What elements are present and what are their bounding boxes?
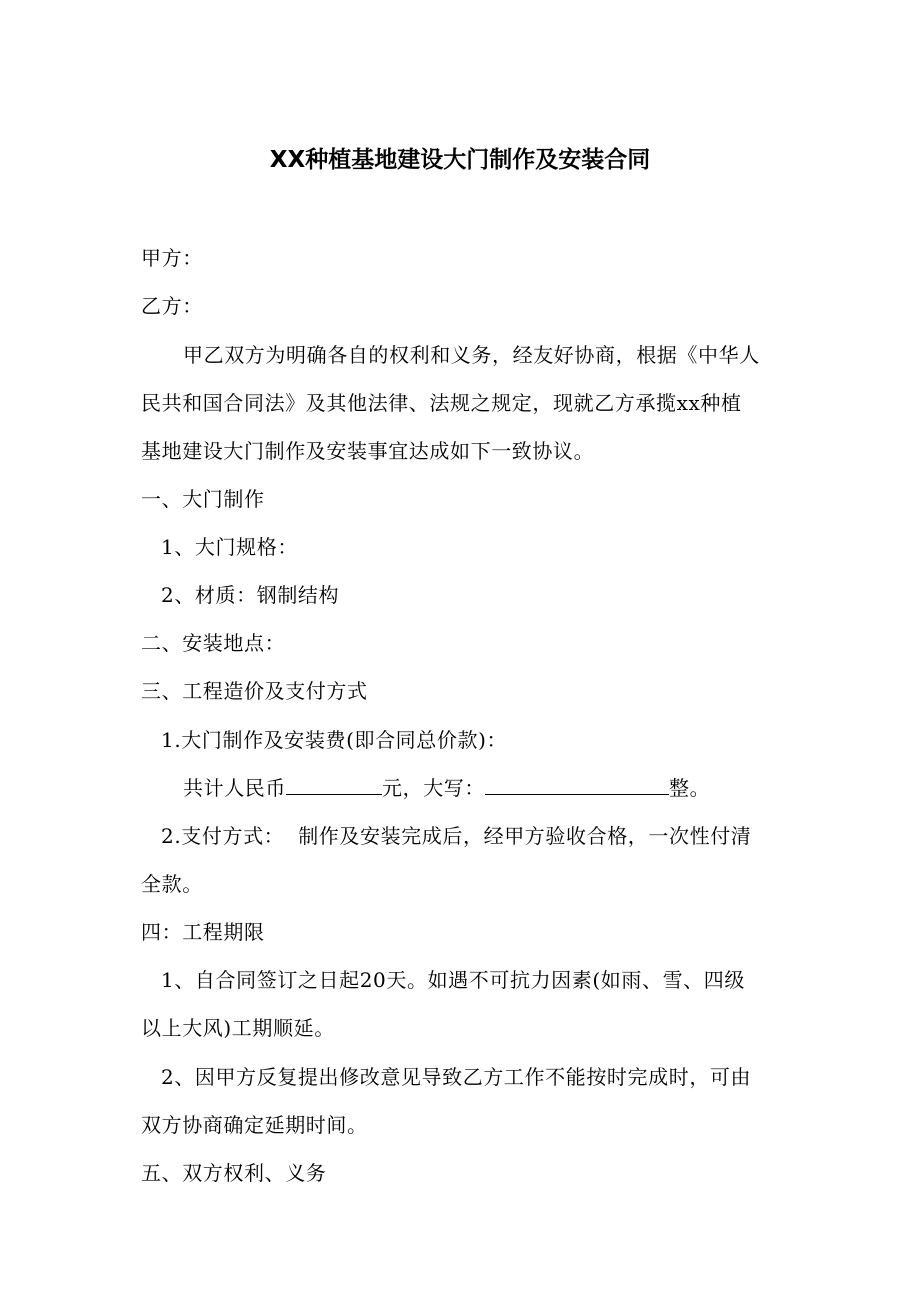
section-3-item-1: 1.大门制作及安装费(即合同总价款)： [161, 728, 508, 752]
section-1-item-2: 2、材质：钢制结构 [161, 583, 340, 607]
section-3-heading: 三、工程造价及支付方式 [141, 679, 368, 703]
section-4-item-2-line-2: 双方协商确定延期时间。 [141, 1113, 368, 1137]
document-title: XX种植基地建设大门制作及安装合同 [269, 147, 651, 173]
section-4-item-1-line-1: 1、自合同签订之日起20天。如遇不可抗力因素(如雨、雪、四级 [161, 968, 745, 992]
section-4-item-2-line-1: 2、因甲方反复提出修改意见导致乙方工作不能按时完成时，可由 [161, 1065, 752, 1089]
amount-blank[interactable] [286, 776, 382, 795]
total-price-mid: 元，大写： [382, 776, 485, 800]
section-1-heading: 一、大门制作 [141, 487, 265, 511]
total-price-prefix: 共计人民币 [183, 776, 286, 800]
section-4-heading: 四：工程期限 [141, 920, 265, 944]
section-1-item-1: 1、大门规格： [161, 535, 298, 559]
section-3-item-2-line-2: 全款。 [141, 872, 203, 896]
preamble-line-3: 基地建设大门制作及安装事宜达成如下一致协议。 [141, 439, 595, 463]
amount-words-blank[interactable] [485, 776, 669, 795]
section-2-heading: 二、安装地点： [141, 631, 286, 655]
party-a-label: 甲方： [141, 246, 203, 270]
section-5-heading: 五、双方权利、义务 [141, 1161, 327, 1185]
section-4-item-1-line-2: 以上大风)工期顺延。 [141, 1016, 335, 1040]
section-3-item-2-line-1: 2.支付方式： 制作及安装完成后，经甲方验收合格，一次性付清 [161, 824, 752, 848]
preamble-line-1: 甲乙双方为明确各自的权利和义务，经友好协商，根据《中华人 [183, 343, 760, 367]
total-price-line [183, 773, 710, 803]
total-price-suffix: 整。 [669, 776, 711, 800]
party-b-label: 乙方： [141, 294, 203, 318]
preamble-line-2: 民共和国合同法》及其他法律、法规之规定，现就乙方承揽xx种植 [141, 391, 742, 415]
